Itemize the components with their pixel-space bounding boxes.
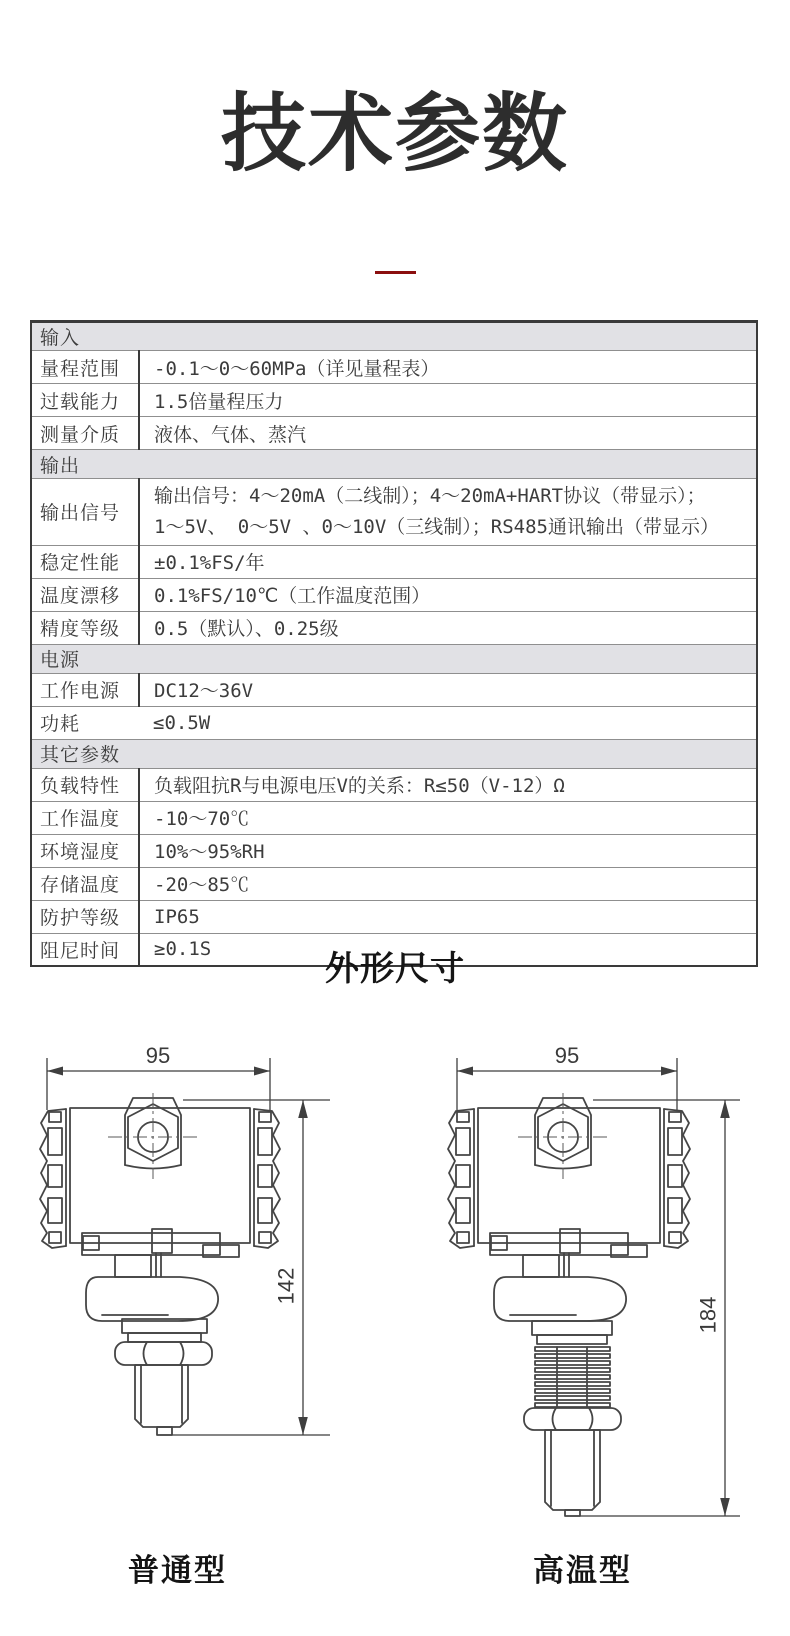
spec-value: 液体、气体、蒸汽 [154, 423, 307, 446]
spec-value: ±0.1%FS/年 [154, 552, 265, 575]
spec-label: 精度等级 [31, 611, 139, 644]
cable-gland [518, 1093, 608, 1179]
spec-label: 温度漂移 [31, 578, 139, 611]
spec-value: IP65 [154, 905, 200, 928]
spec-value: ≥0.1S [154, 938, 212, 961]
title-underline-accent [375, 271, 416, 274]
spec-value: DC12～36V [154, 680, 254, 703]
spec-value: -20～85℃ [154, 874, 250, 897]
spec-value: -10～70℃ [154, 808, 250, 831]
right-rib-cap [254, 1109, 280, 1248]
standard-type-diagram [20, 1005, 370, 1525]
spec-section-row [31, 450, 757, 479]
spec-table-wrap [30, 320, 758, 967]
left-rib-cap [40, 1109, 66, 1248]
height-dimension [570, 1100, 740, 1516]
spec-section-row [31, 322, 757, 351]
spec-label: 输出信号 [31, 479, 139, 546]
spec-label: 量程范围 [31, 351, 139, 384]
spec-label: 存储温度 [31, 867, 139, 900]
section-title-dimensions: 外形尺寸 [325, 950, 465, 988]
drawing-high-temp-type [420, 1005, 770, 1605]
drawing-standard-type [20, 1005, 370, 1605]
spec-data-row [31, 417, 757, 450]
spec-label: 过载能力 [31, 384, 139, 417]
spec-label: 其它参数 [40, 745, 121, 767]
spec-data-row [31, 611, 757, 644]
spec-value: 10%～95%RH [154, 841, 265, 864]
spec-data-row [31, 673, 757, 706]
spec-data-row [31, 578, 757, 611]
left-rib-cap [448, 1109, 474, 1248]
spec-label: 电源 [40, 650, 81, 672]
spec-table-body [31, 322, 757, 967]
spec-value: 1.5倍量程压力 [154, 390, 284, 413]
spec-data-row [31, 867, 757, 900]
spec-data-row [31, 479, 757, 546]
spec-value: 0.5（默认）、0.25级 [154, 618, 339, 641]
drawing-caption-high-temp: 高温型 [533, 1553, 632, 1588]
process-connection [524, 1321, 621, 1516]
spec-data-row [31, 351, 757, 384]
spec-label: 防护等级 [31, 900, 139, 933]
spec-value: 负载阻抗R与电源电压V的关系：R≤50（V-12）Ω [154, 775, 565, 798]
mounting-bracket [490, 1229, 647, 1277]
spec-value: 0.1%FS/10℃（工作温度范围） [154, 585, 431, 608]
height-dimension-label: 184 [695, 1296, 721, 1334]
spec-label: 测量介质 [31, 417, 139, 450]
spec-value: ≤0.5W [153, 711, 211, 734]
spec-label: 功耗 [40, 714, 81, 736]
sensor-head [86, 1277, 218, 1321]
sensor-head [494, 1277, 626, 1321]
process-connection [115, 1319, 212, 1435]
spec-label: 阻尼时间 [31, 933, 139, 966]
spec-label: 工作温度 [31, 801, 139, 834]
housing [478, 1108, 660, 1243]
spec-section-row [31, 739, 757, 768]
high-temp-type-diagram [420, 1005, 770, 1525]
cooling-fins [535, 1347, 610, 1407]
spec-table [30, 320, 758, 967]
spec-data-row [31, 545, 757, 578]
spec-value [139, 739, 757, 768]
right-rib-cap [664, 1109, 690, 1248]
width-dimension-label: 95 [145, 1043, 171, 1068]
spec-data-row [31, 801, 757, 834]
spec-label: 环境湿度 [31, 834, 139, 867]
spec-value: -0.1～0～60MPa（详见量程表） [154, 357, 440, 380]
spec-data-row [31, 900, 757, 933]
spec-label: 输入 [40, 328, 81, 349]
spec-section-row [31, 644, 757, 673]
height-dimension [160, 1100, 330, 1435]
spec-value: 输出信号：4～20mA（二线制）；4～20mA+HART协议（带显示）； 1～5V、 0～5V 、0～10V（三线制）；RS485通讯输出（带显示） [154, 485, 719, 538]
housing [70, 1108, 250, 1243]
spec-label: 输出 [40, 455, 81, 477]
height-dimension-label: 142 [273, 1267, 299, 1305]
drawing-caption-standard: 普通型 [128, 1553, 227, 1588]
spec-data-row [31, 834, 757, 867]
spec-value [139, 322, 757, 351]
mounting-bracket [82, 1229, 239, 1277]
spec-data-row [31, 768, 757, 801]
spec-label: 负载特性 [31, 768, 139, 801]
spec-value [139, 450, 757, 479]
spec-data-row [31, 384, 757, 417]
page-title: 技术参数 [220, 87, 569, 182]
spec-value [139, 644, 757, 673]
spec-label: 稳定性能 [31, 545, 139, 578]
width-dimension-label: 95 [554, 1043, 580, 1068]
cable-gland [108, 1093, 198, 1179]
spec-label: 工作电源 [31, 673, 139, 706]
spec-data-row [31, 706, 757, 739]
